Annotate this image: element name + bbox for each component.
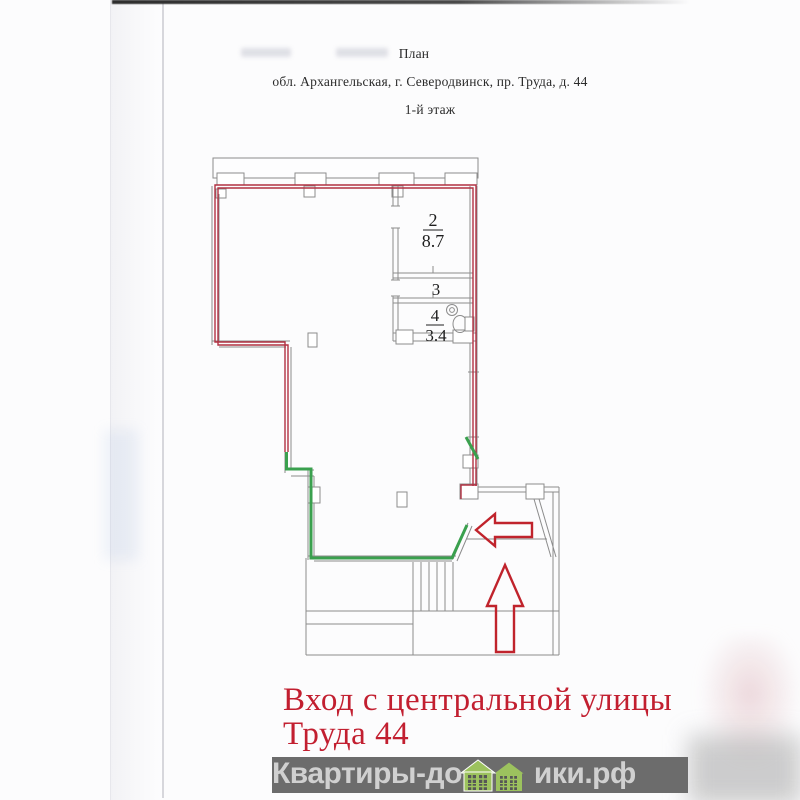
watermark-suffix: ики.рф: [533, 757, 636, 790]
room-4-number: 4: [430, 306, 440, 325]
floor-label: 1-й этаж: [404, 102, 456, 117]
entrance-arrow-left: [476, 514, 532, 546]
room-3-number: 3: [431, 280, 441, 299]
address-line: обл. Архангельская, г. Северодвинск, пр. Труда, д. 44: [272, 74, 588, 89]
entrance-caption-line2: Труда 44: [283, 716, 410, 752]
watermark-bar: [272, 757, 688, 793]
page-title: План: [398, 46, 430, 61]
room-2-area: 8.7: [421, 231, 445, 251]
houses-icon: [459, 757, 537, 793]
entrance-caption: [283, 683, 672, 751]
stairs: [413, 562, 453, 611]
entrance-arrows: [476, 514, 532, 652]
sink-icon: [447, 305, 458, 316]
watermark-prefix: Квартиры-до: [272, 757, 462, 790]
room-2-number: 2: [428, 210, 438, 230]
walls: [212, 158, 559, 655]
entrance-arrow-up: [487, 565, 523, 652]
room-4-area: 3.4: [425, 326, 447, 345]
entrance-caption-line1: Вход с центральной улицы: [283, 682, 673, 718]
